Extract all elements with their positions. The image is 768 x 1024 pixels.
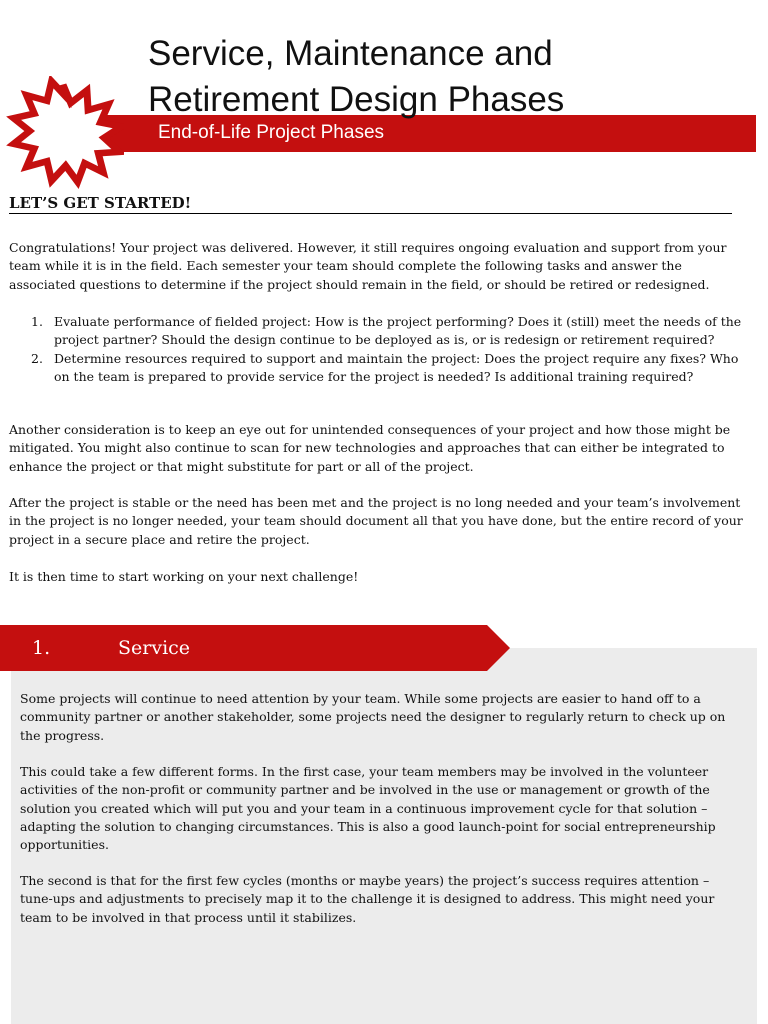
service-paragraph-1: Some projects will continue to need attention by your team. While some projects are easier to hand off to a community partner or another stakeholder, some projects need the designer to regularly return to check up on the progress. xyxy=(20,691,726,743)
task-list-item xyxy=(9,350,744,387)
page-subtitle: End-of-Life Project Phases xyxy=(158,122,385,143)
service-section-number: 1. xyxy=(32,637,51,659)
intro-paragraph-2: Another consideration is to keep an eye out for unintended consequences of your project and how those might be mitigated. You might also continue to scan for new technologies and approaches that can either be integrated to enhance the project or that might substitute for part or all of the project. xyxy=(9,422,731,474)
service-section-title: Service xyxy=(118,637,191,659)
task-text: Determine resources required to support and maintain the project: Does the project require any fixes? Who on the team is prepared to provide service for the project is needed? Is additional training required? xyxy=(54,350,739,384)
service-paragraph-3: The second is that for the first few cycles (months or maybe years) the project’s success requires attention – tune-ups and adjustments to precisely map it to the challenge it is designed to address. This might need your team to be involved in that process until it stabilizes. xyxy=(20,873,715,925)
page-title-line-2: Retirement Design Phases xyxy=(148,80,565,119)
section-heading-lets-get-started: LET’S GET STARTED! xyxy=(9,194,732,214)
intro-paragraph-4: It is then time to start working on your next challenge! xyxy=(9,569,359,584)
intro-paragraph-3: After the project is stable or the need has been met and the project is no long needed and your team’s involvement in the project is no longer needed, your team should document all that you have done, but the entire record of your project in a secure place and retire the project. xyxy=(9,495,743,547)
task-text: Evaluate performance of fielded project: How is the project performing? Does it (still) meet the needs of the project partner? Should the design continue to be deployed as is, or is redesign or retirement required? xyxy=(54,314,742,348)
intro-paragraph-1: Congratulations! Your project was delivered. However, it still requires ongoing evaluation and support from your team while it is in the field. Each semester your team should complete the following tasks and answer the associated questions to determine if the project should remain in the field, or should be retired or redesigned. xyxy=(9,240,727,292)
task-number: 1. xyxy=(31,314,43,329)
task-number: 2. xyxy=(31,350,43,366)
service-banner xyxy=(0,625,510,671)
page-title-line-1: Service, Maintenance and xyxy=(148,34,553,73)
starburst-icon xyxy=(2,76,124,194)
task-list-item xyxy=(9,313,744,350)
task-list xyxy=(9,313,744,386)
service-paragraph-2: This could take a few different forms. In the first case, your team members may be involved in the volunteer activities of the non-profit or community partner and be involved in the use or management or growth of the solution you created which will put you and your team in a continuous improvement cycle for that solution – adapting the solution to changing circumstances. This is also a good launch-point for social entrepreneurship opportunities. xyxy=(20,764,716,853)
